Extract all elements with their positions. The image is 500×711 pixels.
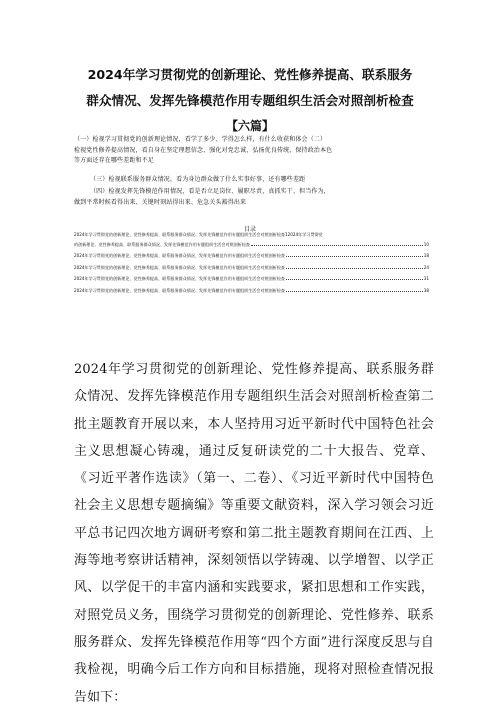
- intro-line-6: 做到平常时候看得出来、关键时刻站得出来、危急关头豁得出来: [74, 199, 247, 206]
- intro-line-3: 等方面还存在哪些差距和不足: [74, 157, 154, 164]
- toc-leader-dots: [286, 253, 423, 257]
- toc-leader-dots: [251, 242, 423, 246]
- table-of-contents: [74, 232, 429, 297]
- toc-leader-dots: [286, 265, 423, 269]
- toc-entry-text: 2024年学习贯彻党的创新理论、党性修养提高、联系服务群众情况、发挥先锋模范作用专题组织生活会对照剖析检查1: [74, 232, 288, 237]
- toc-entry[interactable]: [74, 253, 429, 263]
- toc-entry-text: 2024年学习贯彻党的创新理论、党性修养提高、联系服务群众情况、发挥先锋模范作用专题组织生活会对照剖析检查: [74, 264, 286, 270]
- toc-entry[interactable]: [74, 265, 429, 275]
- toc-leader-dots: [286, 276, 423, 280]
- toc-leader-dots: [286, 288, 423, 292]
- intro-line-5: （四）检视发挥先锋模范作用情况，看是否立足岗位、履职尽责，真抓实干、担当作为，: [90, 188, 330, 195]
- toc-entry-page: 18: [423, 253, 429, 258]
- document-count-tag: 【六篇】: [225, 119, 274, 133]
- toc-entry-page: 2024年学习贯彻党: [287, 232, 323, 237]
- intro-line-1: （一）检视学习贯彻党的创新理论情况，看学了多少、学得怎么样，有什么收获和体会（二）: [74, 136, 327, 143]
- intro-line-2: 检视党性修养提高情况，看自身在坚定理想信念、强化对党忠诚、弘扬优良传统、保持政治本色: [74, 146, 333, 154]
- body-paragraph: 2024年学习贯彻党的创新理论、党性修养提高、联系服务群众情况、发挥先锋模范作用专题组织生活会对照剖析检查第二批主题教育开展以来，本人坚持用习近平新时代中国特色社会主义思想凝心铸魂，通过反复研读党的二十大报告、党章、《习近平著作选读》（第一、二卷）、《习近平新时代中国特色社会主义思想专题摘编》等重要文献资料，深入学习领会习近平总书记四次地方调研考察和第二批主题教育期间在江西、上海等地考察讲话精神，深刻领悟以学铸魂、以学增智、以学正风、以学促干的丰富内涵和实践要求，紧扣思想和工作实践，对照党员义务，围绕学习贯彻党的创新理论、党性修养、联系服务群众、发挥先锋模范作用等“四个方面”进行深度反思与自我检视，明确今后工作方向和目标措施，现将对照检查情况报告如下：: [74, 362, 434, 705]
- toc-entry[interactable]: [74, 276, 429, 286]
- toc-title: 目录: [243, 226, 256, 233]
- document-title-line-1: 2024年学习贯彻党的创新理论、党性修养提高、联系服务: [87, 67, 413, 82]
- toc-entry[interactable]: [74, 288, 429, 298]
- toc-entry[interactable]: [74, 242, 429, 252]
- intro-line-4: （三）检视联系服务群众情况，看为身边群众做了什么实事好事，还有哪些差距: [90, 176, 306, 183]
- toc-entry-text: 2024年学习贯彻党的创新理论、党性修养提高、联系服务群众情况、发挥先锋模范作用专题组织生活会对照剖析检查: [74, 287, 286, 293]
- toc-entry-text: 的创新理论、党性修养提高、联系服务群众情况、发挥先锋模范作用专题组织生活会对照剖析检查: [74, 241, 251, 247]
- toc-entry[interactable]: [74, 232, 429, 242]
- toc-entry-page: 10: [423, 241, 429, 247]
- toc-entry-page: 31: [423, 276, 429, 281]
- toc-entry-page: 38: [423, 287, 429, 293]
- body-text: [74, 356, 434, 711]
- toc-entry-text: 2024年学习贯彻党的创新理论、党性修养提高、联系服务群众情况、发挥先锋模范作用专题组织生活会对照剖析检查: [74, 253, 286, 258]
- document-title-line-2: 群众情况、发挥先锋模范作用专题组织生活会对照剖析检查: [86, 93, 414, 108]
- toc-entry-text: 2024年学习贯彻党的创新理论、党性修养提高、联系服务群众情况、发挥先锋模范作用专题组织生活会对照剖析检查: [74, 276, 286, 281]
- toc-entry-page: 24: [423, 264, 429, 270]
